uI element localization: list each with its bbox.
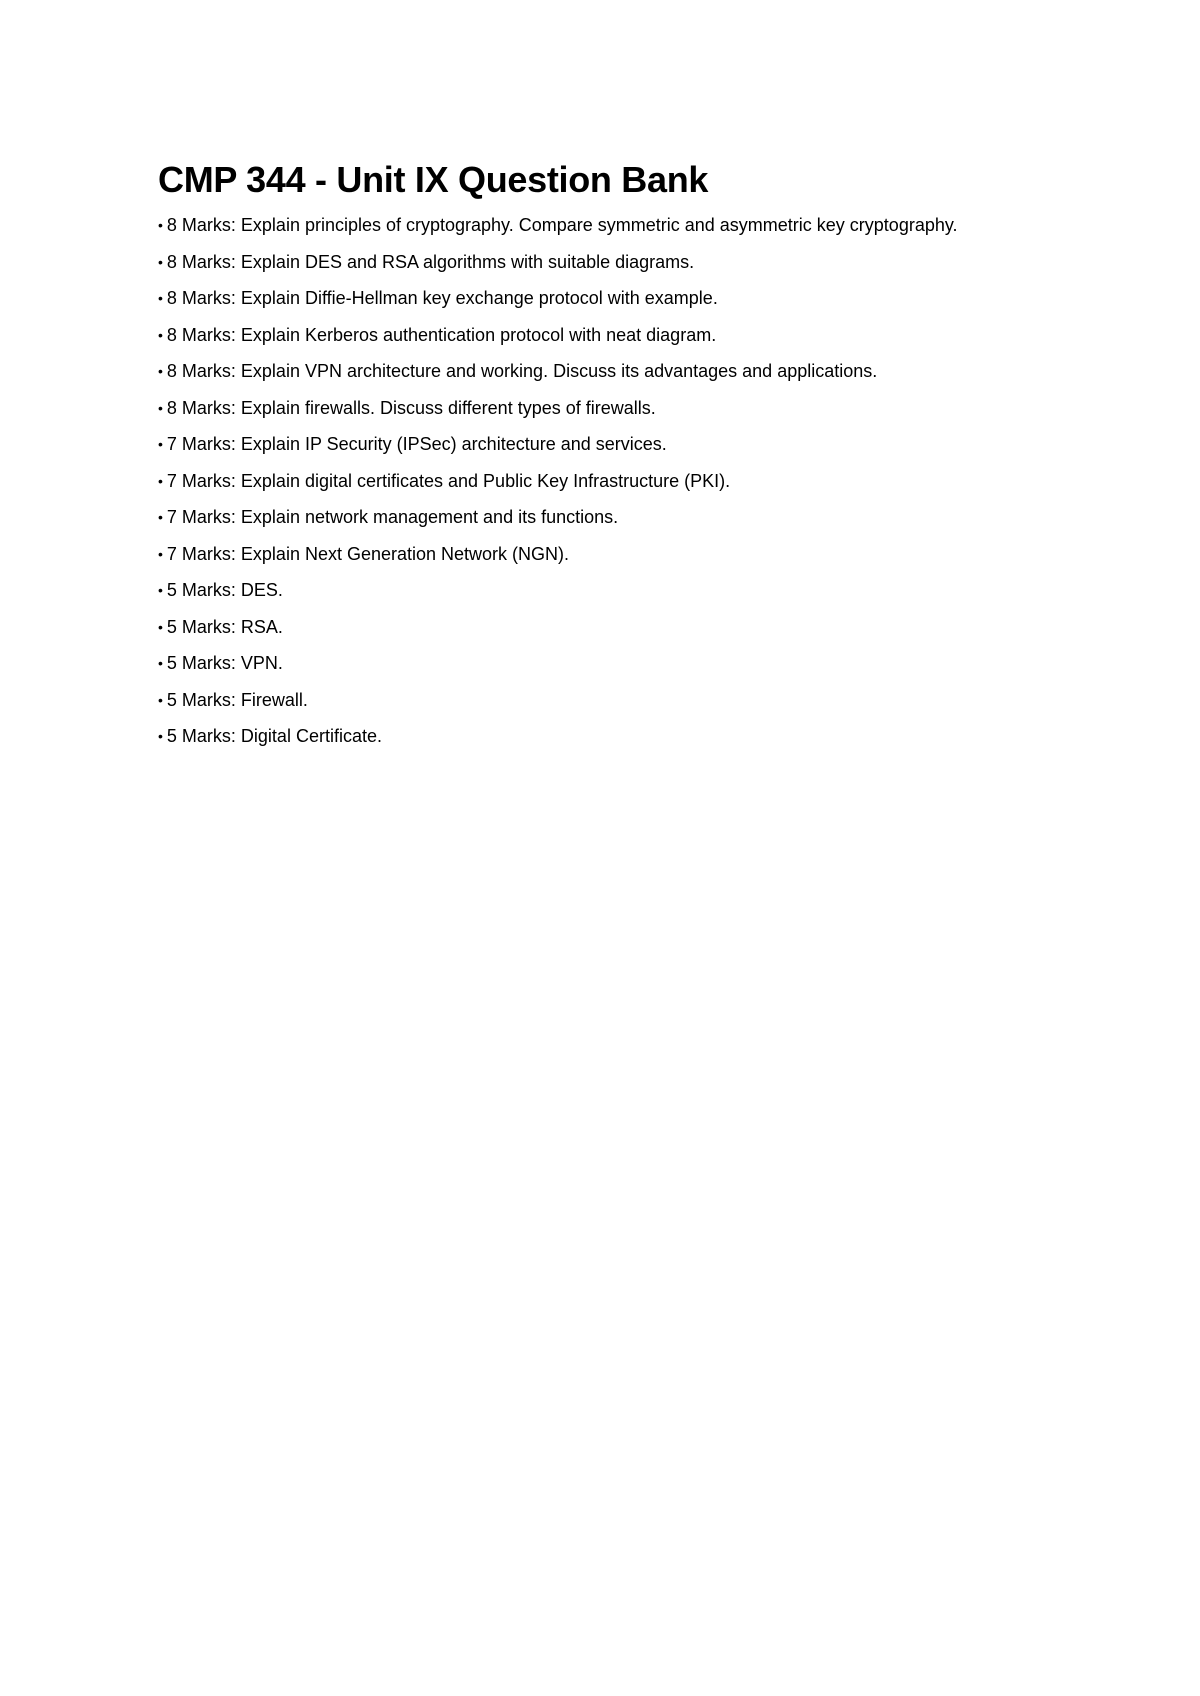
bullet-icon: • [158, 691, 163, 708]
bullet-icon: • [158, 253, 163, 270]
bullet-icon: • [158, 399, 163, 416]
document-content [158, 158, 1018, 762]
list-item [158, 287, 1018, 310]
bullet-icon: • [158, 436, 163, 452]
question-text: 8 Marks: Explain VPN architecture and working. Discuss its advantages and applications. [166, 361, 878, 381]
bullet-icon: • [158, 363, 163, 379]
list-item [158, 397, 1018, 420]
question-text: 8 Marks: Explain firewalls. Discuss different types of firewalls. [166, 397, 656, 418]
list-item [158, 652, 1018, 675]
question-text: 5 Marks: VPN. [166, 653, 283, 673]
question-text: 7 Marks: Explain digital certificates and Public Key Infrastructure (PKI). [166, 470, 731, 491]
bullet-icon: • [158, 582, 163, 598]
bullet-icon: • [158, 509, 163, 525]
bullet-icon: • [158, 728, 163, 744]
question-text: 8 Marks: Explain principles of cryptography. Compare symmetric and asymmetric key cryptography. [166, 215, 958, 235]
question-text: 7 Marks: Explain IP Security (IPSec) architecture and services. [166, 434, 667, 454]
question-text: 8 Marks: Explain DES and RSA algorithms with suitable diagrams. [166, 251, 695, 272]
list-item [158, 360, 1018, 383]
bullet-icon: • [158, 217, 163, 233]
list-item [158, 689, 1018, 712]
question-text: 5 Marks: RSA. [166, 616, 283, 637]
bullet-icon: • [158, 655, 163, 671]
question-list [158, 214, 1018, 748]
bullet-icon: • [158, 545, 163, 562]
question-text: 8 Marks: Explain Diffie-Hellman key exchange protocol with example. [166, 288, 718, 308]
question-text: 5 Marks: Digital Certificate. [166, 726, 382, 746]
list-item [158, 433, 1018, 456]
list-item [158, 506, 1018, 529]
list-item [158, 579, 1018, 602]
bullet-icon: • [158, 472, 163, 489]
list-item [158, 470, 1018, 493]
question-text: 7 Marks: Explain Next Generation Network (NGN). [166, 543, 570, 564]
question-text: 5 Marks: DES. [166, 580, 283, 600]
bullet-icon: • [158, 326, 163, 343]
question-text: 8 Marks: Explain Kerberos authentication protocol with neat diagram. [166, 324, 717, 345]
list-item [158, 616, 1018, 639]
question-text: 5 Marks: Firewall. [166, 689, 308, 710]
list-item [158, 324, 1018, 347]
bullet-icon: • [158, 290, 163, 306]
bullet-icon: • [158, 618, 163, 635]
question-text: 7 Marks: Explain network management and its functions. [166, 507, 619, 527]
page-title: CMP 344 - Unit IX Question Bank [158, 159, 709, 200]
list-item [158, 214, 1018, 237]
list-item [158, 543, 1018, 566]
list-item [158, 725, 1018, 748]
list-item [158, 251, 1018, 274]
